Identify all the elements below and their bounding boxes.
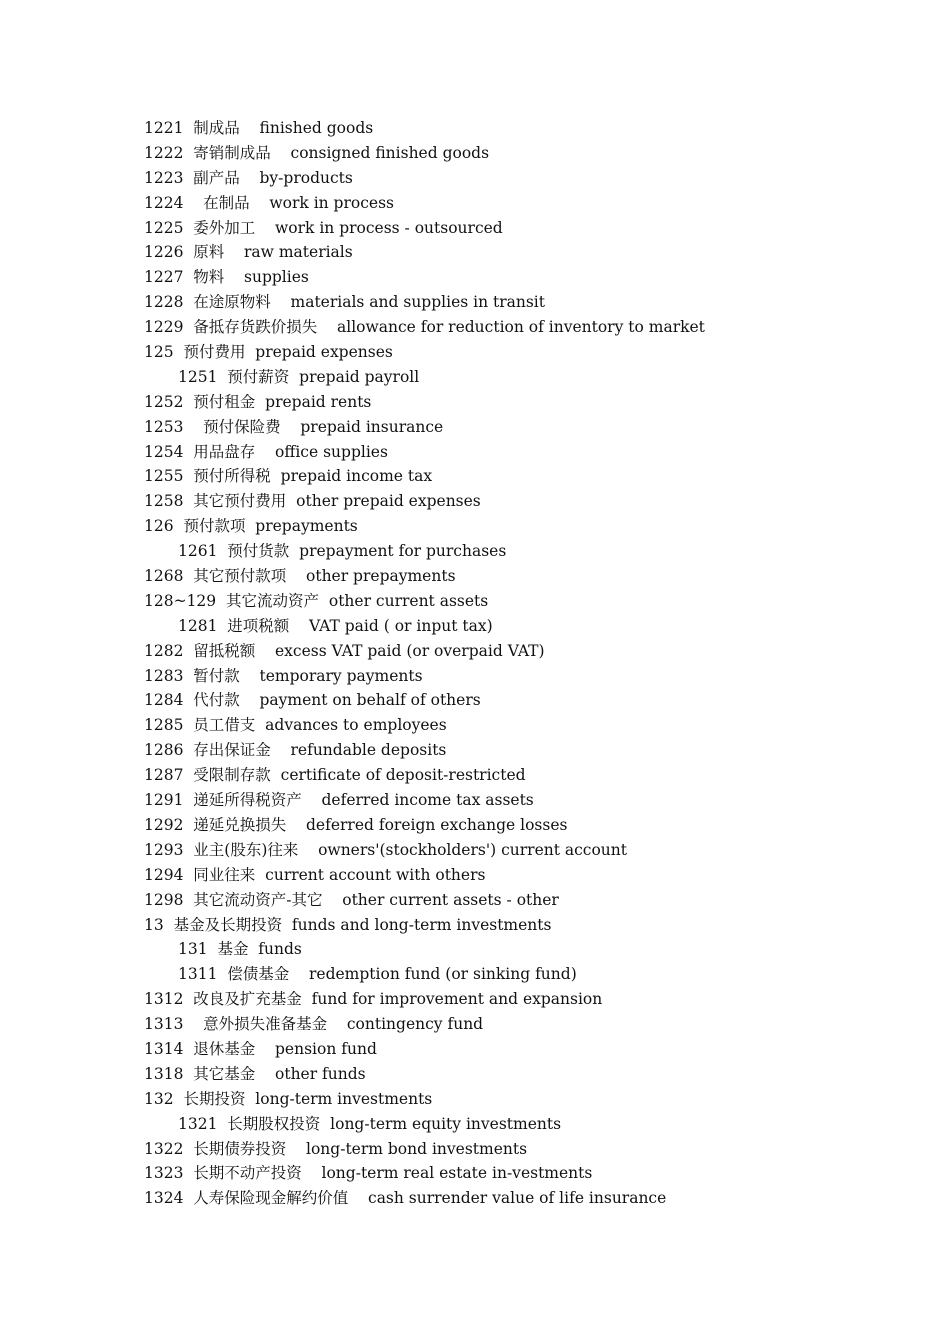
account-line: 1224 在制品 work in process bbox=[144, 193, 394, 212]
account-line: 1261 预付货款 prepayment for purchases bbox=[178, 542, 507, 561]
account-line: 1322 长期债券投资 long-term bond investments bbox=[144, 1139, 528, 1158]
account-line: 131 基金 funds bbox=[178, 940, 302, 959]
account-line: 1222 寄销制成品 consigned finished goods bbox=[144, 143, 490, 162]
account-line: 1254 用品盘存 office supplies bbox=[144, 442, 388, 461]
account-line: 1281 进项税额 VAT paid ( or input tax) bbox=[178, 616, 493, 635]
account-line: 1227 物料 supplies bbox=[144, 268, 309, 287]
account-line: 1314 退休基金 pension fund bbox=[144, 1039, 377, 1058]
account-line: 128~129 其它流动资产 other current assets bbox=[144, 591, 489, 610]
account-line: 1284 代付款 payment on behalf of others bbox=[144, 691, 481, 710]
account-line: 1229 备抵存货跌价损失 allowance for reduction of inventory to market bbox=[144, 318, 705, 337]
account-line: 1255 预付所得税 prepaid income tax bbox=[144, 467, 433, 486]
account-line: 1252 预付租金 prepaid rents bbox=[144, 392, 372, 411]
account-line: 1285 员工借支 advances to employees bbox=[144, 716, 447, 735]
account-line: 1292 递延兑换损失 deferred foreign exchange losses bbox=[144, 815, 568, 834]
account-line: 1321 长期股权投资 long-term equity investments bbox=[178, 1114, 562, 1133]
account-line: 1294 同业往来 current account with others bbox=[144, 865, 486, 884]
account-line: 1298 其它流动资产-其它 other current assets - other bbox=[144, 890, 559, 909]
account-line: 1251 预付薪资 prepaid payroll bbox=[178, 367, 420, 386]
account-line: 1225 委外加工 work in process - outsourced bbox=[144, 218, 503, 237]
account-line: 13 基金及长期投资 funds and long-term investments bbox=[144, 915, 552, 934]
account-line: 1311 偿债基金 redemption fund (or sinking fund) bbox=[178, 965, 577, 984]
account-line: 1253 预付保险费 prepaid insurance bbox=[144, 417, 444, 436]
account-line: 1286 存出保证金 refundable deposits bbox=[144, 741, 447, 760]
account-line: 132 长期投资 long-term investments bbox=[144, 1089, 433, 1108]
account-list bbox=[144, 116, 904, 1211]
account-line: 126 预付款项 prepayments bbox=[144, 517, 358, 536]
account-line: 1283 暂付款 temporary payments bbox=[144, 666, 423, 685]
account-line: 1226 原料 raw materials bbox=[144, 243, 353, 262]
account-line: 1318 其它基金 other funds bbox=[144, 1064, 366, 1083]
account-line: 1324 人寿保险现金解约价值 cash surrender value of life insurance bbox=[144, 1189, 667, 1208]
account-line: 1323 长期不动产投资 long-term real estate in-vestments bbox=[144, 1164, 593, 1183]
account-line: 1223 副产品 by-products bbox=[144, 168, 353, 187]
account-line: 1258 其它预付费用 other prepaid expenses bbox=[144, 492, 481, 511]
account-line: 1313 意外损失准备基金 contingency fund bbox=[144, 1015, 484, 1034]
account-line: 125 预付费用 prepaid expenses bbox=[144, 343, 393, 362]
account-line: 1268 其它预付款项 other prepayments bbox=[144, 567, 456, 586]
account-line: 1228 在途原物料 materials and supplies in transit bbox=[144, 293, 545, 312]
account-line: 1221 制成品 finished goods bbox=[144, 119, 374, 137]
account-line: 1282 留抵税额 excess VAT paid (or overpaid VAT) bbox=[144, 641, 545, 660]
account-line: 1312 改良及扩充基金 fund for improvement and expansion bbox=[144, 990, 603, 1009]
account-line: 1291 递延所得税资产 deferred income tax assets bbox=[144, 791, 534, 810]
account-line: 1287 受限制存款 certificate of deposit-restricted bbox=[144, 766, 526, 785]
account-line: 1293 业主(股东)往来 owners'(stockholders') current account bbox=[144, 840, 628, 859]
